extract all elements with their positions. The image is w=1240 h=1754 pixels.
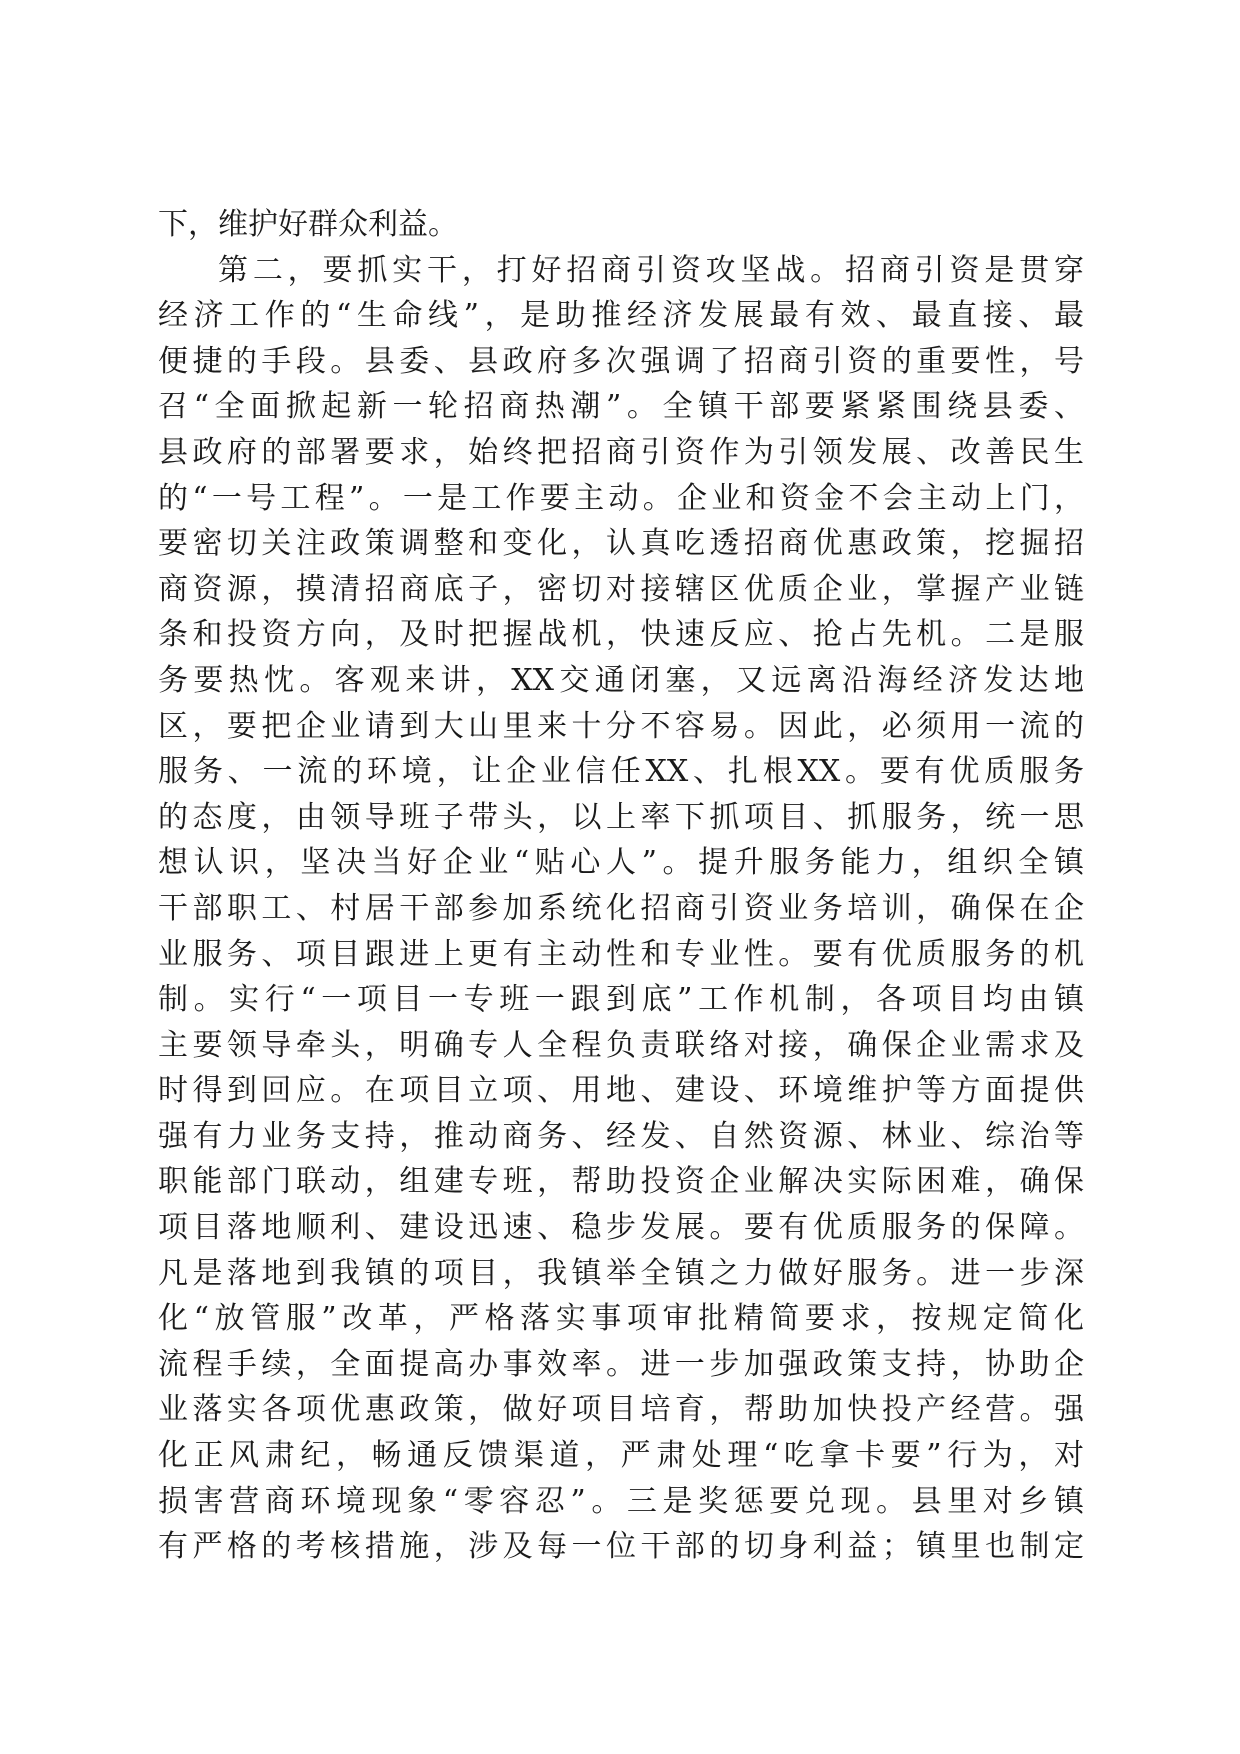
- text-line-17: 业服务、项目跟进上更有主动性和专业性。要有优质服务的机: [158, 936, 1084, 972]
- text-line-15: 想认识，坚决当好企业“贴心人”。提升服务能力，组织全镇: [158, 845, 1084, 881]
- text-line-1: 下，维护好群众利益。: [158, 207, 458, 242]
- text-line-18: 制。实行“一项目一专班一跟到底”工作机制，各项目均由镇: [158, 982, 1084, 1018]
- text-line-28: 化正风肃纪，畅通反馈渠道，严肃处理“吃拿卡要”行为，对: [158, 1438, 1084, 1474]
- text-line-12: 区，要把企业请到大山里来十分不容易。因此，必须用一流的: [158, 708, 1084, 744]
- text-line-13: 服务、一流的环境，让企业信任XX、扎根XX。要有优质服务: [158, 754, 1084, 790]
- text-line-23: 项目落地顺利、建设迅速、稳步发展。要有优质服务的保障。: [158, 1210, 1084, 1246]
- text-line-4: 便捷的手段。县委、县政府多次强调了招商引资的重要性，号: [158, 343, 1084, 379]
- text-line-7: 的“一号工程”。一是工作要主动。企业和资金不会主动上门，: [158, 480, 1084, 516]
- text-line-29: 损害营商环境现象“零容忍”。三是奖惩要兑现。县里对乡镇: [158, 1483, 1084, 1519]
- text-line-8: 要密切关注政策调整和变化，认真吃透招商优惠政策，挖掘招: [158, 526, 1084, 562]
- text-line-5: 召“全面掀起新一轮招商热潮”。全镇干部要紧紧围绕县委、: [158, 389, 1084, 425]
- text-line-2: 第二，要抓实干，打好招商引资攻坚战。招商引资是贯穿: [218, 252, 1084, 288]
- text-line-19: 主要领导牵头，明确专人全程负责联络对接，确保企业需求及: [158, 1027, 1084, 1063]
- text-line-24: 凡是落地到我镇的项目，我镇举全镇之力做好服务。进一步深: [158, 1255, 1084, 1291]
- text-line-26: 流程手续，全面提高办事效率。进一步加强政策支持，协助企: [158, 1346, 1084, 1382]
- text-line-11: 务要热忱。客观来讲，XX交通闭塞，又远离沿海经济发达地: [158, 662, 1084, 698]
- text-line-30: 有严格的考核措施，涉及每一位干部的切身利益；镇里也制定: [158, 1529, 1084, 1565]
- body-text: [158, 202, 1084, 1570]
- text-line-25: 化“放管服”改革，严格落实事项审批精简要求，按规定简化: [158, 1301, 1084, 1337]
- text-line-20: 时得到回应。在项目立项、用地、建设、环境维护等方面提供: [158, 1073, 1084, 1109]
- text-line-22: 职能部门联动，组建专班，帮助投资企业解决实际困难，确保: [158, 1164, 1084, 1200]
- text-line-10: 条和投资方向，及时把握战机，快速反应、抢占先机。二是服: [158, 617, 1084, 653]
- text-line-27: 业落实各项优惠政策，做好项目培育，帮助加快投产经营。强: [158, 1392, 1084, 1428]
- text-line-3: 经济工作的“生命线”，是助推经济发展最有效、最直接、最: [158, 298, 1084, 334]
- text-line-16: 干部职工、村居干部参加系统化招商引资业务培训，确保在企: [158, 890, 1084, 926]
- text-line-14: 的态度，由领导班子带头，以上率下抓项目、抓服务，统一思: [158, 799, 1084, 835]
- text-line-6: 县政府的部署要求，始终把招商引资作为引领发展、改善民生: [158, 434, 1084, 470]
- text-line-9: 商资源，摸清招商底子，密切对接辖区优质企业，掌握产业链: [158, 571, 1084, 607]
- text-line-21: 强有力业务支持，推动商务、经发、自然资源、林业、综治等: [158, 1118, 1084, 1154]
